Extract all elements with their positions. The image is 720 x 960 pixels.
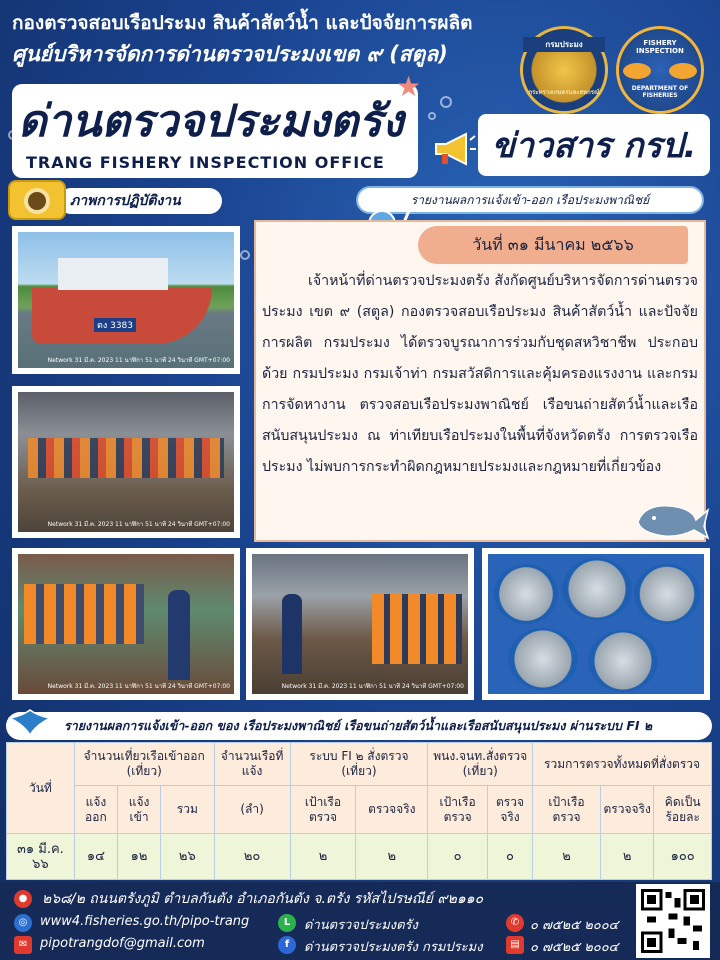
- fi2-actual-cell: ๒: [356, 834, 428, 880]
- fish-basket: [634, 564, 700, 624]
- bubble-decoration: [440, 96, 452, 108]
- fi2-target-subheader: เป้าเรือตรวจ: [290, 786, 356, 834]
- phone-number[interactable]: ๐ ๗๕๒๕ ๒๐๐๔: [530, 918, 619, 933]
- office-name-english: TRANG FISHERY INSPECTION OFFICE: [26, 153, 385, 172]
- photo-fishing-boat: [12, 226, 240, 374]
- pn-target-subheader: เป้าเรือตรวจ: [428, 786, 488, 834]
- inspector-figure: [168, 590, 190, 680]
- boat-registration: ตง 3383: [94, 318, 136, 332]
- fi2-actual-subheader: ตรวจจริง: [356, 786, 428, 834]
- table-title: รายงานผลการแจ้งเข้า-ออก ของ เรือประมงพาณิชย์ เรือขนถ่ายสัตว์น้ำและเรือสนับสนุนประมง ผ่านระบบ FI ๒: [6, 712, 712, 740]
- photo-timestamp: Network 31 มี.ค. 2023 11 นาฬิกา 51 นาที 24 วินาที GMT+07:00: [281, 683, 464, 690]
- table-row: [7, 834, 712, 880]
- fish-basket: [494, 564, 558, 624]
- out-subheader: แจ้งออก: [74, 786, 117, 834]
- article-body: [262, 266, 698, 483]
- starfish-icon: ★: [396, 70, 422, 103]
- unit-subheader: (ลำ): [214, 786, 290, 834]
- manta-ray-icon: [8, 706, 52, 736]
- day-header: วันที่: [7, 743, 75, 834]
- photo-document-check: [246, 548, 474, 700]
- report-label: รายงานผลการแจ้งเข้า-ออก เรือประมงพาณิชย์: [356, 186, 704, 214]
- fax-number: ๐ ๗๕๒๕ ๒๐๐๔: [530, 940, 619, 955]
- department-name: กองตรวจสอบเรือประมง สินค้าสัตว์น้ำ และปัจจัยการผลิต: [12, 12, 473, 34]
- sum-subheader: รวม: [161, 786, 214, 834]
- photo-fish-catch: [482, 548, 710, 700]
- facebook-page-link[interactable]: ด่านตรวจประมงตรัง กรมประมง: [304, 940, 483, 955]
- photo-crew-lineup: [12, 386, 240, 538]
- fish-basket: [562, 558, 632, 620]
- pn-target-cell: ๐: [428, 834, 488, 880]
- crew-group: [28, 438, 224, 478]
- photo-timestamp: Network 31 มี.ค. 2023 11 นาฬิกา 51 นาที 24 วินาที GMT+07:00: [47, 521, 230, 528]
- crew-group: [372, 594, 462, 664]
- wing-left-icon: [623, 63, 651, 79]
- total-header: รวมการตรวจทั้งหมดที่สั่งตรวจ: [533, 743, 712, 786]
- in-cell: ๑๒: [117, 834, 160, 880]
- bubble-decoration: [428, 112, 436, 120]
- article-date: วันที่ ๓๑ มีนาคม ๒๕๖๖: [418, 226, 688, 264]
- pn-actual-subheader: ตรวจจริง: [487, 786, 532, 834]
- website-link[interactable]: www4.fisheries.go.th/pipo-trang: [40, 914, 250, 929]
- photo-timestamp: Network 31 มี.ค. 2023 11 นาฬิกา 51 นาที 24 วินาที GMT+07:00: [47, 683, 230, 690]
- center-name: ศูนย์บริหารจัดการด่านตรวจประมงเขต ๙ (สตูล): [12, 42, 448, 66]
- boat-cabin: [58, 258, 168, 290]
- fi2-header: ระบบ FI ๒ สั่งตรวจ (เที่ยว): [290, 743, 428, 786]
- news-title: ข่าวสาร กรป.: [491, 126, 697, 166]
- day-cell: ๓๑ มี.ค. ๖๖: [7, 834, 75, 880]
- boats-cell: ๒๐: [214, 834, 290, 880]
- in-subheader: แจ้งเข้า: [117, 786, 160, 834]
- crew-group: [24, 584, 144, 644]
- office-name-thai: ด่านตรวจประมงตรัง: [18, 96, 404, 147]
- line-app-icon: L: [278, 914, 296, 932]
- pnjnt-header: พนง.จนท.สั่งตรวจ (เที่ยว): [428, 743, 533, 786]
- boats-header: จำนวนเรือที่แจ้ง: [214, 743, 290, 786]
- out-cell: ๑๔: [74, 834, 117, 880]
- facebook-icon: f: [278, 936, 296, 954]
- bubble-decoration: [240, 250, 250, 260]
- total-target-cell: ๒: [533, 834, 601, 880]
- seal-top-text: กรมประมง: [523, 37, 605, 52]
- boat-hull: [32, 288, 212, 344]
- seal-bottom-text: กระทรวงเกษตรและสหกรณ์: [528, 89, 600, 96]
- inspection-table: [6, 742, 712, 880]
- logo-bottom-text: DEPARTMENT OF FISHERIES: [631, 85, 689, 99]
- department-of-fisheries-seal: [520, 26, 608, 114]
- total-target-subheader: เป้าเรือตรวจ: [533, 786, 601, 834]
- footer-address: ๒๖๘/๒ ถนนตรังภูมิ ตำบลกันตัง อำเภอกันตัง จ.ตรัง รหัสไปรษณีย์ ๙๒๑๑๐: [42, 891, 484, 907]
- location-pin-icon: ●: [14, 890, 32, 908]
- pn-actual-cell: ๐: [487, 834, 532, 880]
- article-body-text: เจ้าหน้าที่ด่านตรวจประมงตรัง สังกัดศูนย์บริหารจัดการด่านตรวจประมง เขต ๙ (สตูล) กองตรวจสอบเรือประมง สินค้าสัตว์น้ำ และปัจจัยการผลิต กรมประมง ได้ตรวจบูรณาการร่วมกับชุดสหวิชาชีพ ประกอบด้วย กรมประมง กรมเจ้าท่า กรมสวัสดิการและคุ้มครองแรงงาน และกรมการจัดหางาน ตรวจสอบเรือประมงพาณิชย์ เรือขนถ่ายสัตว์น้ำและเรือสนับสนุนประมง ณ ท่าเทียบเรือประมงในพื้นที่จังหวัดตรัง การตรวจเรือประมง ไม่พบการกระทำผิดกฎหมายประมงและกฎหมายที่เกี่ยวข้อง: [262, 273, 698, 475]
- logo-top-text: FISHERY INSPECTION: [636, 39, 684, 55]
- total-actual-cell: ๒: [600, 834, 653, 880]
- trips-header: จำนวนเที่ยวเรือเข้าออก (เที่ยว): [74, 743, 214, 786]
- sum-cell: ๒๖: [161, 834, 214, 880]
- globe-icon: ◎: [14, 914, 32, 932]
- wing-right-icon: [669, 63, 697, 79]
- email-link[interactable]: pipotrangdof@gmail.com: [40, 936, 205, 951]
- photo-inspection-briefing: [12, 548, 240, 700]
- percent-subheader: คิดเป็นร้อยละ: [654, 786, 712, 834]
- phone-icon: ✆: [506, 914, 524, 932]
- percent-cell: ๑๐๐: [654, 834, 712, 880]
- activity-label: ภาพการปฏิบัติงาน: [58, 188, 222, 214]
- whale-icon: [634, 494, 710, 540]
- email-icon: ✉: [14, 936, 32, 954]
- fish-basket: [588, 630, 658, 692]
- total-actual-subheader: ตรวจจริง: [600, 786, 653, 834]
- qr-code[interactable]: [636, 884, 710, 958]
- fi2-target-cell: ๒: [290, 834, 356, 880]
- photo-timestamp: Network 31 มี.ค. 2023 11 นาฬิกา 51 นาที 24 วินาที GMT+07:00: [47, 357, 230, 364]
- inspector-figure: [282, 594, 302, 674]
- camera-icon: [8, 180, 66, 220]
- line-account-link[interactable]: ด่านตรวจประมงตรัง: [304, 918, 418, 933]
- megaphone-icon: [432, 132, 476, 166]
- fish-basket: [508, 628, 578, 690]
- fax-icon: ▤: [506, 936, 524, 954]
- fishery-inspection-logo: [616, 26, 704, 114]
